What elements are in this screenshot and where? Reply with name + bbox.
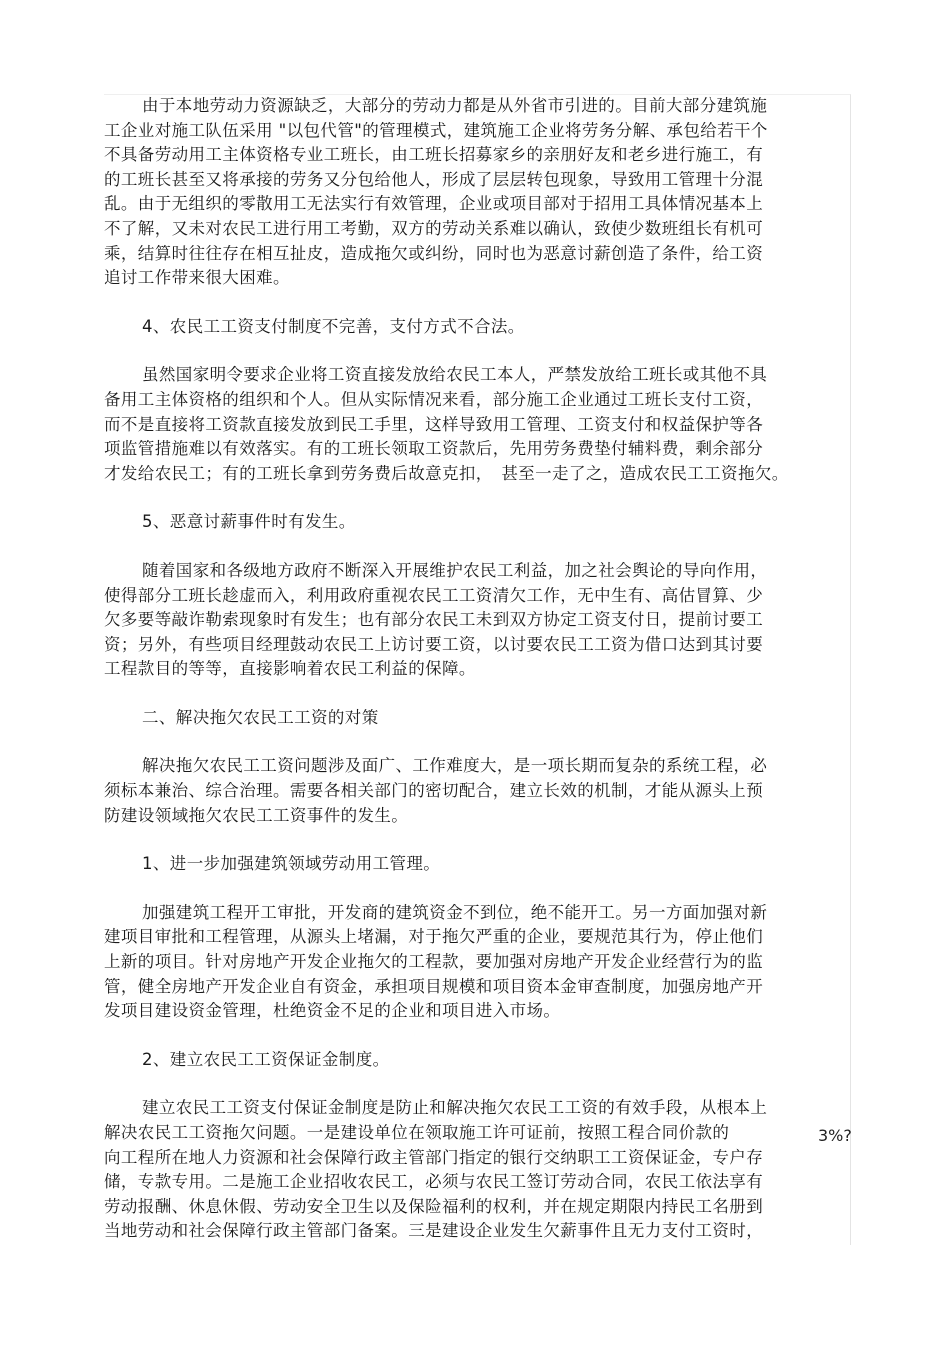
paragraph-countermeasures-intro bbox=[104, 754, 834, 828]
text-line: 的工班长甚至又将承接的劳务又分包给他人，形成了层层转包现象，导致用工管理十分混 bbox=[104, 169, 764, 189]
text-line: 须标本兼治、综合治理。需要各相关部门的密切配合，建立长效的机制，才能从源头上预 bbox=[104, 781, 764, 801]
text-line: 虽然国家明令要求企业将工资直接发放给农民工本人，严禁发放给工班长或其他不具 bbox=[142, 365, 768, 385]
paragraph-labor-source bbox=[104, 94, 834, 291]
paragraph-labor-management bbox=[104, 901, 834, 1024]
margin-note: 3%? bbox=[818, 1126, 852, 1145]
section-heading-5: 5、恶意讨薪事件时有发生。 bbox=[142, 512, 356, 532]
paragraph-payment-system bbox=[104, 363, 834, 486]
text-line: 追讨工作带来很大困难。 bbox=[104, 268, 290, 288]
text-line: 解决拖欠农民工工资问题涉及面广、工作难度大，是一项长期而复杂的系统工程，必 bbox=[142, 756, 768, 776]
text-line: 向工程所在地人力资源和社会保障行政主管部门指定的银行交纳职工工资保证金，专户存 bbox=[104, 1147, 764, 1167]
text-line: 工程款目的等等，直接影响着农民工利益的保障。 bbox=[104, 659, 476, 679]
text-line: 建项目审批和工程管理，从源头上堵漏，对于拖欠严重的企业，要规范其行为，停止他们 bbox=[104, 927, 764, 947]
text-line: 建立农民工工资支付保证金制度是防止和解决拖欠农民工工资的有效手段，从根本上 bbox=[142, 1098, 768, 1118]
section-heading-1: 1、进一步加强建筑领域劳动用工管理。 bbox=[142, 854, 441, 874]
text-line: 由于本地劳动力资源缺乏，大部分的劳动力都是从外省市引进的。目前大部分建筑施 bbox=[142, 96, 768, 115]
text-line: 管，健全房地产开发企业自有资金，承担项目规模和项目资本金审查制度，加强房地产开 bbox=[104, 976, 764, 996]
text-line: 劳动报酬、休息休假、劳动安全卫生以及保险福利的权利，并在规定期限内持民工名册到 bbox=[104, 1196, 764, 1216]
text-line: 资；另外，有些项目经理鼓动农民工上访讨要工资，以讨要农民工工资为借口达到其讨要 bbox=[104, 634, 764, 654]
section-heading-countermeasures: 二、解决拖欠农民工工资的对策 bbox=[142, 707, 379, 727]
text-line: 乱。由于无组织的零散用工无法实行有效管理，企业或项目部对于招用工具体情况基本上 bbox=[104, 194, 764, 214]
text-line: 欠多要等敲诈勒索现象时有发生；也有部分农民工未到双方协定工资支付日，提前讨要工 bbox=[104, 610, 764, 630]
text-line: 储，专款专用。二是施工企业招收农民工，必须与农民工签订劳动合同，农民工依法享有 bbox=[104, 1172, 764, 1192]
text-line: 工企业对施工队伍采用 "以包代管"的管理模式，建筑施工企业将劳务分解、承包给若干个 bbox=[104, 120, 768, 140]
paragraph-malicious-claims bbox=[104, 559, 834, 682]
text-line: 乘，结算时往往存在相互扯皮，造成拖欠或纠纷，同时也为恶意讨薪创造了条件，给工资 bbox=[104, 243, 764, 263]
text-line: 随着国家和各级地方政府不断深入开展维护农民工利益，加之社会舆论的导向作用， bbox=[142, 560, 768, 580]
section-heading-4: 4、农民工工资支付制度不完善，支付方式不合法。 bbox=[142, 316, 525, 336]
text-line: 防建设领域拖欠农民工工资事件的发生。 bbox=[104, 805, 409, 825]
text-line: 当地劳动和社会保障行政主管部门备案。三是建设企业发生欠薪事件且无力支付工资时， bbox=[104, 1221, 764, 1241]
text-line: 而不是直接将工资款直接发放到民工手里，这样导致用工管理、工资支付和权益保护等各 bbox=[104, 414, 764, 434]
document-body bbox=[104, 94, 834, 1268]
text-line: 项监管措施难以有效落实。有的工班长领取工资款后，先用劳务费垫付辅料费，剩余部分 bbox=[104, 439, 764, 459]
text-line: 解决农民工工资拖欠问题。一是建设单位在领取施工许可证前，按照工程合同价款的 bbox=[104, 1123, 730, 1142]
text-line: 不了解，又未对农民工进行用工考勤，双方的劳动关系难以确认，致使少数班组长有机可 bbox=[104, 218, 764, 238]
text-line: 使得部分工班长趁虚而入，利用政府重视农民工工资清欠工作，无中生有、高估冒算、少 bbox=[104, 585, 764, 605]
text-line: 备用工主体资格的组织和个人。但从实际情况来看，部分施工企业通过工班长支付工资， bbox=[104, 389, 764, 409]
text-line: 加强建筑工程开工审批，开发商的建筑资金不到位，绝不能开工。另一方面加强对新 bbox=[142, 902, 768, 922]
paragraph-wage-deposit bbox=[104, 1096, 834, 1244]
text-line: 才发给农民工；有的工班长拿到劳务费后故意克扣， 甚至一走了之，造成农民工工资拖欠。 bbox=[104, 463, 789, 483]
text-line: 不具备劳动用工主体资格专业工班长，由工班长招募家乡的亲朋好友和老乡进行施工，有 bbox=[104, 145, 764, 165]
text-line: 发项目建设资金管理，杜绝资金不足的企业和项目进入市场。 bbox=[104, 1001, 561, 1021]
section-heading-2: 2、建立农民工工资保证金制度。 bbox=[142, 1049, 390, 1069]
text-line: 上新的项目。针对房地产开发企业拖欠的工程款，要加强对房地产开发企业经营行为的监 bbox=[104, 952, 764, 972]
